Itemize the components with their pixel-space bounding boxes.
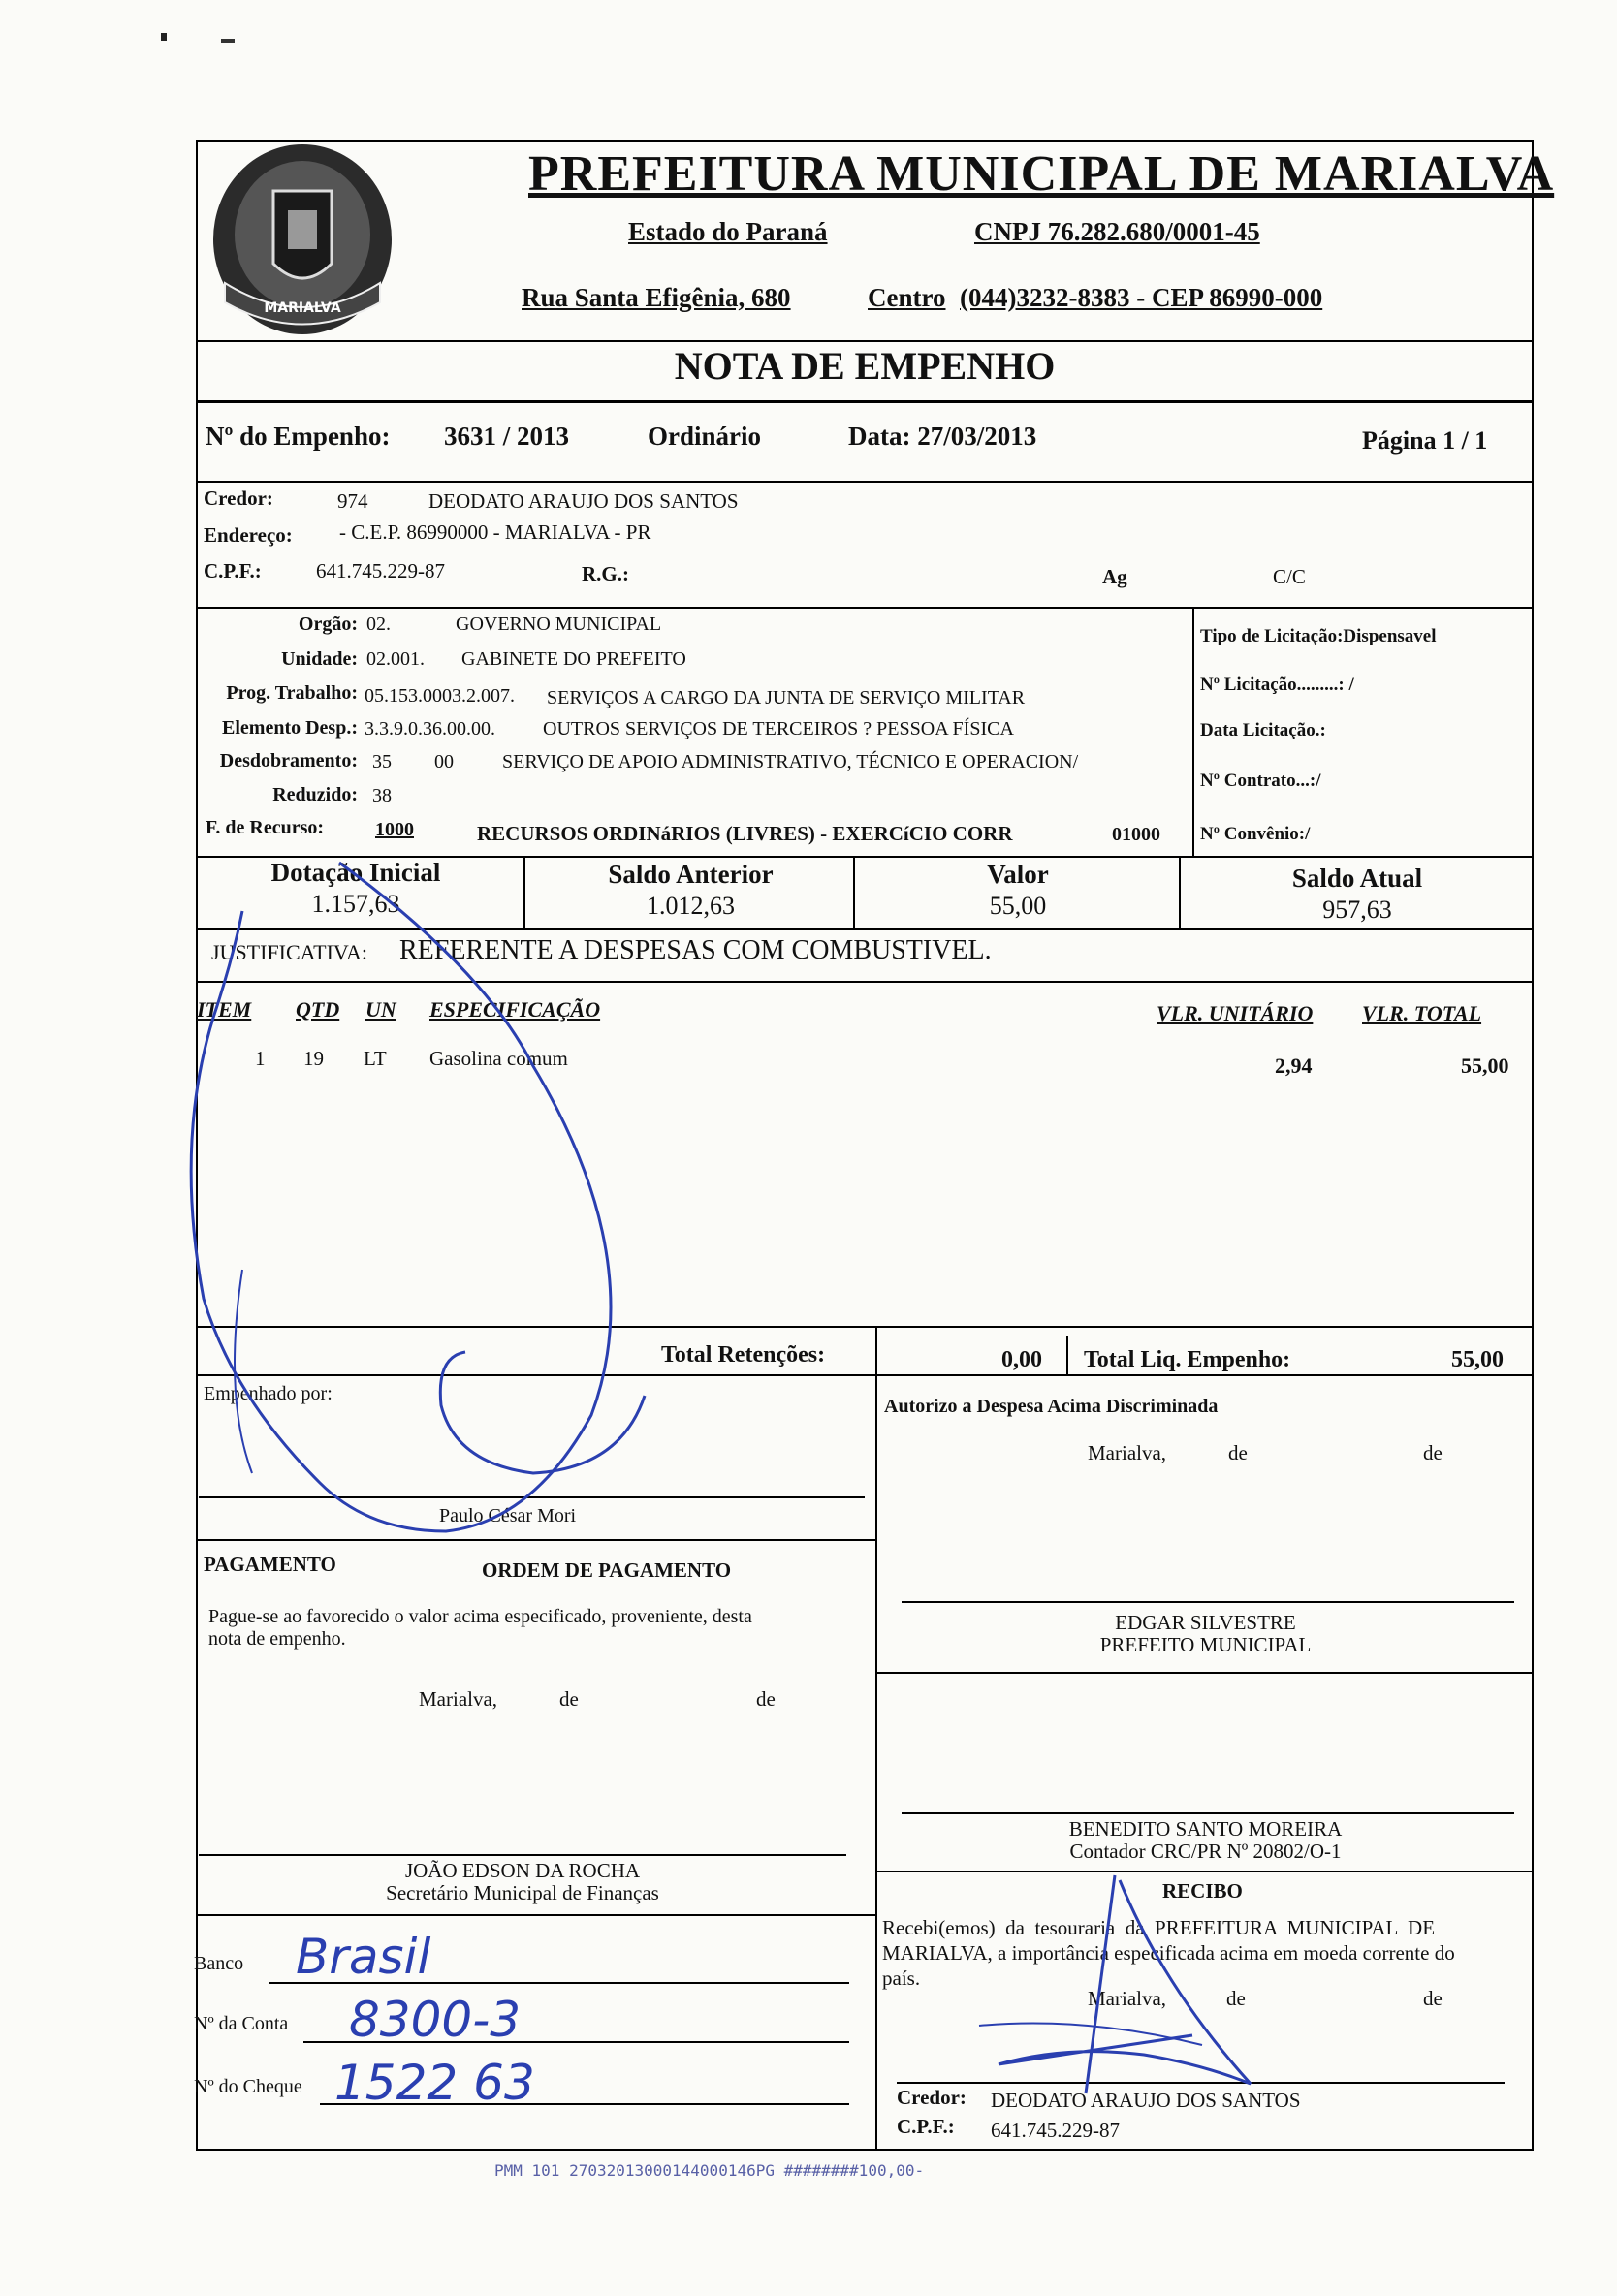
empenho-number: 3631 / 2013 <box>444 422 570 451</box>
prog-code: 05.153.0003.2.007. <box>365 685 515 707</box>
recibo-title: RECIBO <box>1162 1879 1243 1903</box>
valor-label: Valor <box>987 860 1049 889</box>
cnpj: CNPJ 76.282.680/0001-45 <box>974 217 1260 246</box>
saldo-anterior-value: 1.012,63 <box>647 892 735 920</box>
divider <box>875 1871 1534 1872</box>
page-number: Página 1 / 1 <box>1362 426 1488 455</box>
pagamento-place: Marialva, <box>419 1687 498 1711</box>
recibo-cpf: 641.745.229-87 <box>991 2119 1120 2142</box>
item-total-value: 55,00 <box>1461 1054 1509 1078</box>
divider <box>523 856 525 929</box>
elemento-name: OUTROS SERVIÇOS DE TERCEIROS ? PESSOA FÍSICA <box>543 718 1014 739</box>
banco-handwritten: Brasil <box>296 1929 431 1985</box>
ordem-pagamento: ORDEM DE PAGAMENTO <box>482 1558 732 1582</box>
pagamento-de2: de <box>756 1687 776 1711</box>
signature-line <box>902 1601 1514 1603</box>
recurso-number: 01000 <box>1112 824 1160 845</box>
prog-name: SERVIÇOS A CARGO DA JUNTA DE SERVIÇO MILITAR <box>547 687 1026 708</box>
ag-label: Ag <box>1102 565 1127 588</box>
divider <box>853 856 855 929</box>
unidade-code: 02.001. <box>366 648 425 670</box>
footer-code: PMM 101 27032013000144000146PG ########100,00- <box>494 2161 925 2180</box>
elemento-label: Elemento Desp.: <box>222 717 358 739</box>
recibo-credor-name: DEODATO ARAUJO DOS SANTOS <box>991 2089 1301 2112</box>
banco-label: Banco <box>194 1953 244 1974</box>
orgao-name: GOVERNO MUNICIPAL <box>456 613 662 635</box>
divider <box>196 607 1534 609</box>
scan-mark <box>221 39 235 43</box>
divider <box>196 1914 875 1916</box>
retencoes-value: 0,00 <box>1001 1347 1042 1372</box>
phone-cep: (044)3232-8383 - CEP 86990-000 <box>960 283 1323 312</box>
divider <box>196 928 1534 930</box>
street-address: Rua Santa Efigênia, 680 <box>522 283 791 312</box>
empenho-label: Nº do Empenho: <box>206 422 391 451</box>
autorizo-de1: de <box>1228 1441 1248 1464</box>
recurso-code: 1000 <box>375 819 414 840</box>
contador-name: BENEDITO SANTO MOREIRA <box>1068 1817 1343 1840</box>
unidade-label: Unidade: <box>281 648 358 670</box>
district: Centro <box>868 283 946 312</box>
desdobramento-sub: 00 <box>434 751 454 772</box>
col-unit: VLR. UNITÁRIO <box>1157 1001 1314 1025</box>
desdobramento-code: 35 <box>372 751 392 772</box>
item-unit-value: 2,94 <box>1275 1054 1313 1078</box>
saldo-atual-label: Saldo Atual <box>1291 864 1423 893</box>
unidade-name: GABINETE DO PREFEITO <box>461 648 686 670</box>
col-item: ITEM <box>197 997 252 1022</box>
saldo-atual-value: 957,63 <box>1322 896 1392 924</box>
col-total: VLR. TOTAL <box>1362 1001 1482 1025</box>
divider <box>1192 607 1194 857</box>
cheque-label: Nº do Cheque <box>194 2076 302 2097</box>
divider <box>875 1672 1534 1674</box>
reduzido-label: Reduzido: <box>272 784 358 805</box>
autorizo-place: Marialva, <box>1088 1441 1167 1464</box>
retencoes-label: Total Retenções: <box>661 1342 826 1368</box>
recurso-name: RECURSOS ORDINáRIOS (LIVRES) - EXERCíCIO CORR <box>477 822 1013 845</box>
scan-mark <box>161 33 167 41</box>
desdobramento-name: SERVIÇO DE APOIO ADMINISTRATIVO, TÉCNICO E OPERACION/ <box>502 751 1079 772</box>
divider <box>196 340 1534 342</box>
reduzido-code: 38 <box>372 785 392 806</box>
elemento-code: 3.3.9.0.36.00.00. <box>365 718 495 739</box>
credor-name: DEODATO ARAUJO DOS SANTOS <box>428 489 739 513</box>
cc-label: C/C <box>1273 565 1306 588</box>
divider <box>196 400 1534 403</box>
recurso-label: F. de Recurso: <box>206 817 325 838</box>
svg-text:MARIALVA: MARIALVA <box>264 300 341 316</box>
liquido-label: Total Liq. Empenho: <box>1084 1347 1291 1372</box>
divider <box>1066 1336 1068 1374</box>
orgao-code: 02. <box>366 613 391 635</box>
autorizo-title: Autorizo a Despesa Acima Discriminada <box>884 1396 1219 1417</box>
address-value: - C.E.P. 86990000 - MARIALVA - PR <box>339 520 651 544</box>
conta-handwritten: 8300-3 <box>349 1992 522 2048</box>
recibo-de1: de <box>1226 1987 1246 2010</box>
convenio: Nº Convênio:/ <box>1200 824 1311 844</box>
desdobramento-label: Desdobramento: <box>219 750 358 771</box>
item-espec: Gasolina comum <box>429 1047 568 1070</box>
state-name: Estado do Paraná <box>628 217 828 246</box>
item-un: LT <box>364 1047 387 1070</box>
divider <box>196 1539 875 1541</box>
dotacao-label: Dotação Inicial <box>270 858 441 887</box>
recibo-place: Marialva, <box>1088 1987 1167 2010</box>
item-number: 1 <box>255 1047 266 1070</box>
pagamento-text2: nota de empenho. <box>208 1628 346 1650</box>
signature-line <box>902 1812 1514 1814</box>
divider <box>196 981 1534 983</box>
conta-label: Nº da Conta <box>194 2013 289 2034</box>
address-label: Endereço: <box>204 523 293 547</box>
divider <box>196 481 1534 483</box>
autorizo-de2: de <box>1423 1441 1443 1464</box>
pagamento-text1: Pague-se ao favorecido o valor acima especificado, proveniente, desta <box>208 1606 752 1627</box>
liquido-value: 55,00 <box>1451 1347 1504 1372</box>
empenhado-label: Empenhado por: <box>204 1383 333 1404</box>
valor-value: 55,00 <box>989 892 1047 920</box>
prefeito-name: EDGAR SILVESTRE <box>1115 1611 1296 1634</box>
item-qtd: 19 <box>303 1047 324 1070</box>
col-qtd: QTD <box>296 997 340 1022</box>
recibo-text3: país. <box>882 1966 921 1990</box>
justificativa-label: JUSTIFICATIVA: <box>211 940 367 964</box>
secretario-name: JOÃO EDSON DA ROCHA <box>404 1859 641 1882</box>
pagamento-de1: de <box>559 1687 579 1711</box>
dotacao-value: 1.157,63 <box>311 890 400 918</box>
cpf-value: 641.745.229-87 <box>316 559 445 582</box>
saldo-anterior-label: Saldo Anterior <box>608 860 774 889</box>
document-title: NOTA DE EMPENHO <box>674 344 1056 388</box>
page-title: PREFEITURA MUNICIPAL DE MARIALVA <box>528 146 1555 202</box>
empenho-date: Data: 27/03/2013 <box>848 422 1037 451</box>
contrato: Nº Contrato...:/ <box>1200 771 1321 791</box>
orgao-label: Orgão: <box>298 613 358 635</box>
recibo-de2: de <box>1423 1987 1443 2010</box>
credor-label: Credor: <box>204 487 273 510</box>
signature-line <box>199 1496 865 1498</box>
col-un: UN <box>365 997 396 1022</box>
cheque-handwritten: 1522 63 <box>334 2055 535 2111</box>
credor-code: 974 <box>337 489 368 513</box>
divider <box>196 1374 1534 1376</box>
prog-label: Prog. Trabalho: <box>226 682 358 704</box>
empenhado-name: Paulo César Mori <box>439 1505 577 1526</box>
rg-label: R.G.: <box>582 562 629 585</box>
empenho-type: Ordinário <box>648 422 762 451</box>
prefeito-title: PREFEITO MUNICIPAL <box>1099 1633 1312 1656</box>
licitacao-tipo: Tipo de Licitação:Dispensavel <box>1200 626 1437 646</box>
licitacao-numero: Nº Licitação.........: / <box>1200 675 1354 695</box>
signature-line <box>199 1854 846 1856</box>
divider <box>875 1326 877 1374</box>
signature-line <box>897 2082 1505 2084</box>
col-espec: ESPECIFICAÇÃO <box>429 997 601 1022</box>
secretario-title: Secretário Municipal de Finanças <box>386 1881 659 1904</box>
recibo-cpf-label: C.P.F.: <box>897 2115 955 2138</box>
divider <box>875 1374 877 2151</box>
licitacao-data: Data Licitação.: <box>1200 720 1326 740</box>
divider <box>196 1326 1534 1328</box>
municipal-seal-logo <box>206 138 399 341</box>
cpf-label: C.P.F.: <box>204 559 262 582</box>
recibo-text2: MARIALVA, a importância especificada acima em moeda corrente do <box>882 1941 1455 1965</box>
divider <box>1179 856 1181 929</box>
justificativa-text: REFERENTE A DESPESAS COM COMBUSTIVEL. <box>399 935 992 965</box>
recibo-text1: Recebi(emos) da tesouraria da PREFEITURA MUNICIPAL DE <box>882 1916 1436 1939</box>
contador-title: Contador CRC/PR Nº 20802/O-1 <box>1069 1840 1342 1863</box>
pagamento-label: PAGAMENTO <box>204 1553 336 1576</box>
recibo-credor-label: Credor: <box>897 2086 967 2109</box>
